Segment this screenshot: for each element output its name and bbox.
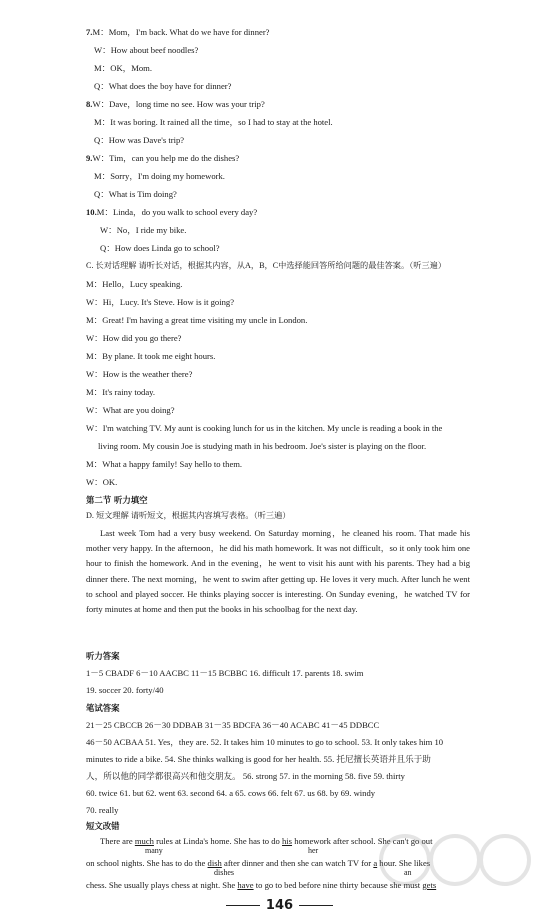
q10-question: Q：How does Linda go to school? [100,243,220,253]
written-answers-line: 46－50 ACBAA 51. Yes，they are. 52. It takes him 10 minutes to go to school. 53. It only takes him 10 [86,737,444,747]
written-answers-line: 60. twice 61. but 62. went 63. second 64. a 65. cows 66. felt 67. us 68. by 69. windy [86,788,376,798]
dialog-line: W：How did you go there? [86,333,182,343]
dialog-line: living room. My cousin Joe is studying math in his bedroom. Joe's sister is playing on the floor. [98,441,427,451]
listening-answers-line: 19. soccer 20. forty/40 [86,685,164,695]
dialog-line: W：Hi，Lucy. It's Steve. How is it going? [86,297,235,307]
written-answers-line: 人，所以他的同学都很高兴和他交朋友。 56. strong 57. in the morning 58. five 59. thirty [86,771,405,781]
correction-fix: her [308,846,319,855]
q7-question: Q：What does the boy have for dinner? [94,81,232,91]
q7-w1: W：How about beef noodles? [94,45,199,55]
q10-m1: 10.M：Linda，do you walk to school every day? [86,207,258,217]
q8-m1: M：It was boring. It rained all the time，so I had to stay at the hotel. [94,117,333,127]
dialog-line: M：What a happy family! Say hello to them. [86,459,243,469]
section-c-title: C. 长对话理解 请听长对话，根据其内容，从A，B，C中选择能回答所给问题的最佳答案。（听三遍） [86,261,447,270]
dialog-line: W：OK. [86,477,118,487]
listening-answers-title: 听力答案 [86,651,120,661]
dialog-line: M：Great! I'm having a great time visiting my uncle in London. [86,315,308,325]
written-answers-title: 笔试答案 [86,703,120,713]
page-number: 146 [0,898,559,913]
section-2-title: 第二节 听力填空 [86,495,148,505]
correction-fix: many [145,846,163,855]
correction-fix: an [404,868,412,877]
correction-line: chess. She usually plays chess at night. She have to go to bed before nine thirty because she must gets [86,880,437,890]
q8-w1: 8.W：Dave，long time no see. How was your trip? [86,99,265,109]
correction-title: 短文改错 [86,821,120,831]
correction-line: There are much rules at Linda's home. She has to do his homework after school. She can't go out [100,836,433,846]
dialog-line: M：Hello，Lucy speaking. [86,279,183,289]
correction-fix: dishes [214,868,234,877]
q7-m1: 7.M：Mom，I'm back. What do we have for dinner? [86,27,270,37]
dialog-line: W：How is the weather there? [86,369,193,379]
correction-line: on school nights. She has to do the dish after dinner and then she can watch TV for a hour. She likes [86,858,431,868]
written-answers-line: 70. really [86,805,119,815]
written-answers-line: minutes to ride a bike. 54. She thinks walking is good for her health. 55. 托尼擅长英语并且乐于助 [86,754,431,764]
listening-passage: Last week Tom had a very busy weekend. On Saturday morning，he cleaned his room. That made his mother very happy. In the afternoon，he did his math homework. It was not difficult，so it only took him one hour to finish the homework. And in the evening，he went to visit his aunt with his parents. They had a big dinner there. The next morning，he went to swim after getting up. He loves it very much. After lunch he went to school and played soccer. He thinks playing soccer is interesting. On Sunday evening，he watched TV for forty minutes at home and then put the books in his schoolbag for the next day. [86,528,470,615]
q8-question: Q：How was Dave's trip? [94,135,185,145]
q9-m1: M：Sorry，I'm doing my homework. [94,171,225,181]
section-2-subtitle: D. 短文理解 请听短文，根据其内容填写表格。（听三遍） [86,511,291,520]
dialog-line: W：What are you doing? [86,405,175,415]
dialog-line: M：By plane. It took me eight hours. [86,351,216,361]
dialog-line: M：It's rainy today. [86,387,156,397]
q9-question: Q：What is Tim doing? [94,189,177,199]
watermark-logo [375,820,545,910]
dialog-line: W：I'm watching TV. My aunt is cooking lunch for us in the kitchen. My uncle is reading a book in the [86,423,443,433]
listening-answers-line: 1－5 CBADF 6－10 AACBC 11－15 BCBBC 16. difficult 17. parents 18. swim [86,668,364,678]
q7-m2: M：OK，Mom. [94,63,153,73]
q10-w1: W：No，I ride my bike. [100,225,187,235]
q9-w1: 9.W：Tim，can you help me do the dishes? [86,153,240,163]
written-answers-line: 21－25 CBCCB 26－30 DDBAB 31－35 BDCFA 36－40 ACABC 41－45 DDBCC [86,720,380,730]
